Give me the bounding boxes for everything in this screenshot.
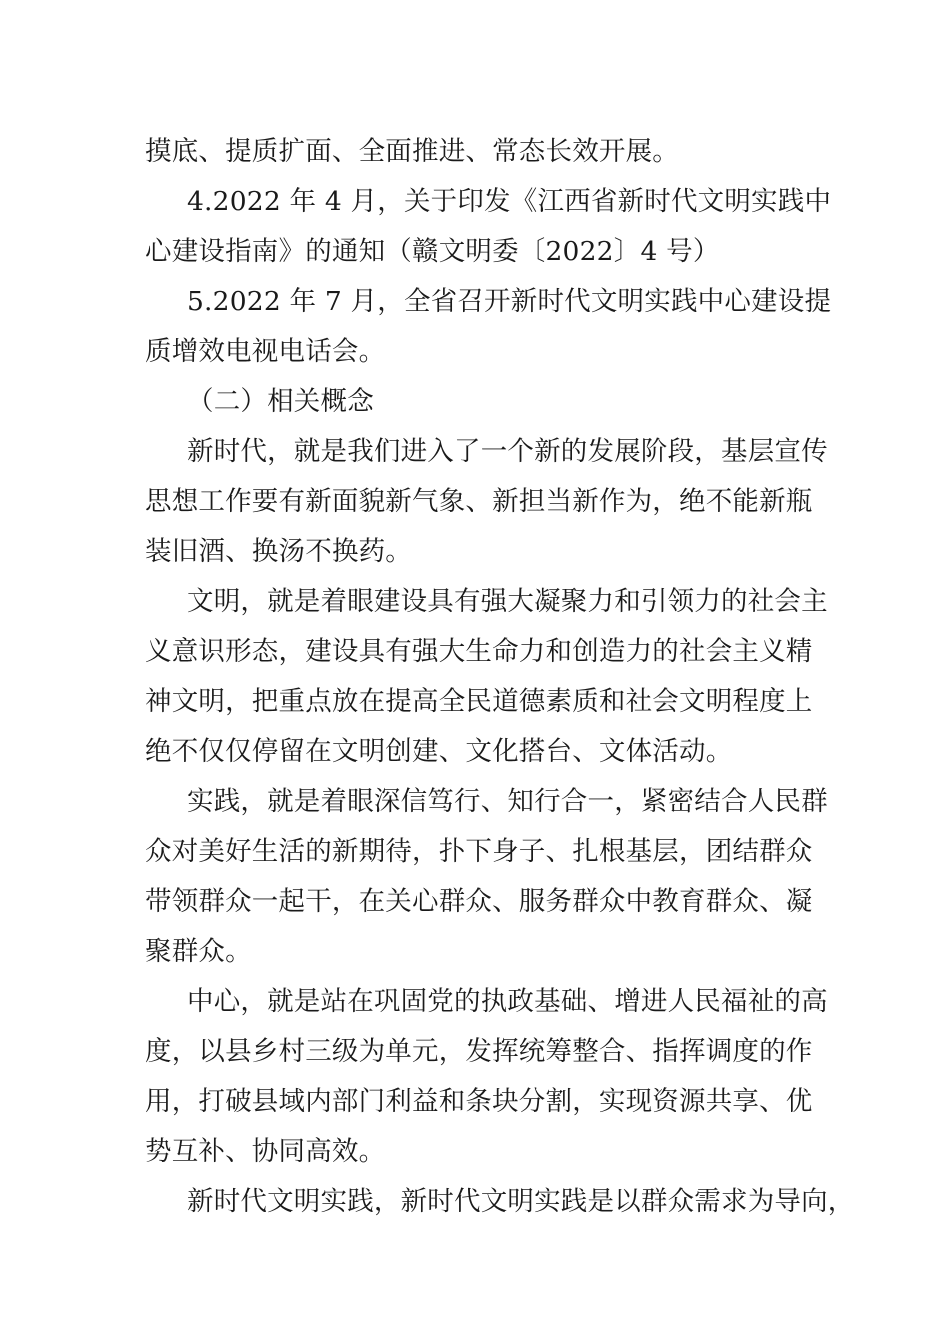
text-line: 众对美好生活的新期待，扑下身子、扎根基层，团结群众 [145,836,813,867]
text-line: 文明，就是着眼建设具有强大凝聚力和引领力的社会主 [187,586,828,617]
text-line: 质增效电视电话会。 [145,336,386,367]
text-line: 度，以县乡村三级为单元，发挥统筹整合、指挥调度的作 [145,1036,813,1067]
text-line: 摸底、提质扩面、全面推进、常态长效开展。 [145,136,679,167]
text-line: 心建设指南》的通知（赣文明委〔2022〕4 号） [145,236,720,267]
text-line: 4.2022 年 4 月，关于印发《江西省新时代文明实践中 [187,186,832,217]
text-line: 思想工作要有新面貌新气象、新担当新作为，绝不能新瓶 [145,486,813,517]
text-line: 带领群众一起干，在关心群众、服务群众中教育群众、凝 [145,886,813,917]
text-line: 用，打破县域内部门利益和条块分割，实现资源共享、优 [145,1086,813,1117]
text-line: 聚群众。 [145,936,252,967]
text-line: 绝不仅仅停留在文明创建、文化搭台、文体活动。 [145,736,733,767]
section-heading: （二）相关概念 [187,386,374,417]
text-line: 实践，就是着眼深信笃行、知行合一，紧密结合人民群 [187,786,828,817]
text-line: 神文明，把重点放在提高全民道德素质和社会文明程度上 [145,686,813,717]
text-line: 5.2022 年 7 月，全省召开新时代文明实践中心建设提 [187,286,832,317]
text-line: 势互补、协同高效。 [145,1136,386,1167]
text-line: 新时代，就是我们进入了一个新的发展阶段，基层宣传 [187,436,828,467]
text-line: 中心，就是站在巩固党的执政基础、增进人民福祉的高 [187,986,828,1017]
text-line: 新时代文明实践，新时代文明实践是以群众需求为导向， [187,1186,855,1217]
text-line: 义意识形态，建设具有强大生命力和创造力的社会主义精 [145,636,813,667]
text-line: 装旧酒、换汤不换药。 [145,536,412,567]
